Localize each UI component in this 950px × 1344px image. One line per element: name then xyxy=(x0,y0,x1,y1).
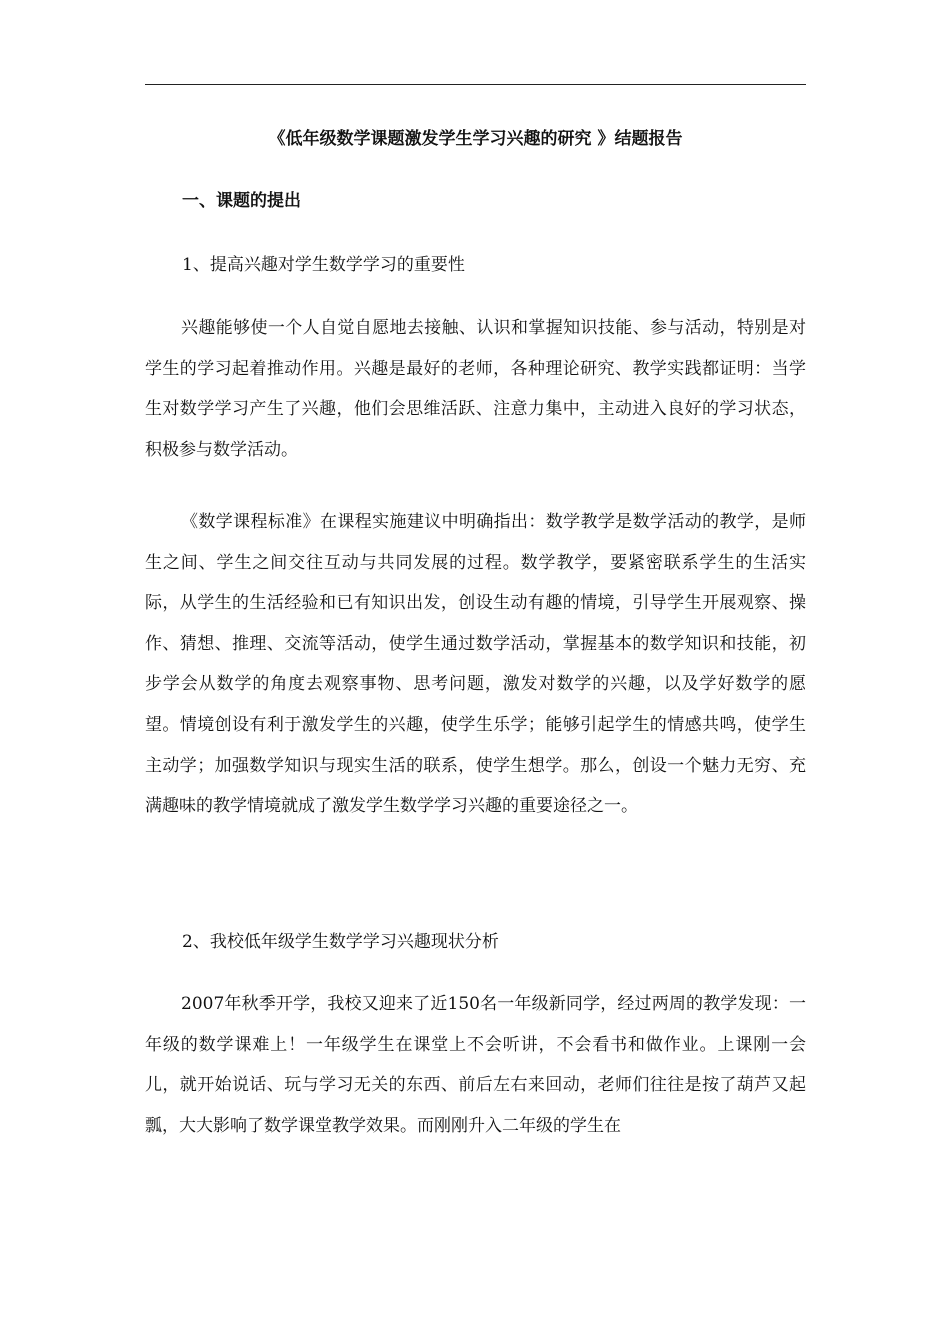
paragraph-curriculum-standard: 《数学课程标准》在课程实施建议中明确指出：数学教学是数学活动的教学，是师生之间、学生之间交往互动与共同发展的过程。数学教学，要紧密联系学生的生活实际，从学生的生活经验和已有知识出发，创设生动有趣的情境，引导学生开展观察、操作、猜想、推理、交流等活动，使学生通过数学活动，掌握基本的数学知识和技能，初步学会从数学的角度去观察事物、思考问题，激发对数学的兴趣，以及学好数学的愿望。情境创设有利于激发学生的兴趣，使学生乐学；能够引起学生的情感共鸣，使学生主动学；加强数学知识与现实生活的联系，使学生想学。那么，创设一个魅力无穷、充满趣味的教学情境就成了激发学生数学学习兴趣的重要途径之一。 xyxy=(145,512,806,817)
paragraph-interest-importance: 兴趣能够使一个人自觉自愿地去接触、认识和掌握知识技能、参与活动，特别是对学生的学习起着推动作用。兴趣是最好的老师，各种理论研究、教学实践都证明：当学生对数学学习产生了兴趣，他们会思维活跃、注意力集中，主动进入良好的学习状态，积极参与数学活动。 xyxy=(145,318,806,460)
subsection-heading-2: 2、我校低年级学生数学学习兴趣现状分析 xyxy=(182,932,499,952)
document-title: 《低年级数学课题激发学生学习兴趣的研究 》结题报告 xyxy=(268,129,683,149)
subsection-heading-1: 1、提高兴趣对学生数学学习的重要性 xyxy=(182,255,465,275)
section-heading: 一、课题的提出 xyxy=(182,191,301,211)
paragraph-current-situation: 2007年秋季开学，我校又迎来了近150名一年级新同学，经过两周的教学发现：一年级的数学课难上！一年级学生在课堂上不会听讲，不会看书和做作业。上课刚一会儿，就开始说话、玩与学习无关的东西、前后左右来回动，老师们往往是按了葫芦又起瓢，大大影响了数学课堂教学效果。而刚刚升入二年级的学生在 xyxy=(145,994,806,1136)
header-rule xyxy=(145,84,806,85)
